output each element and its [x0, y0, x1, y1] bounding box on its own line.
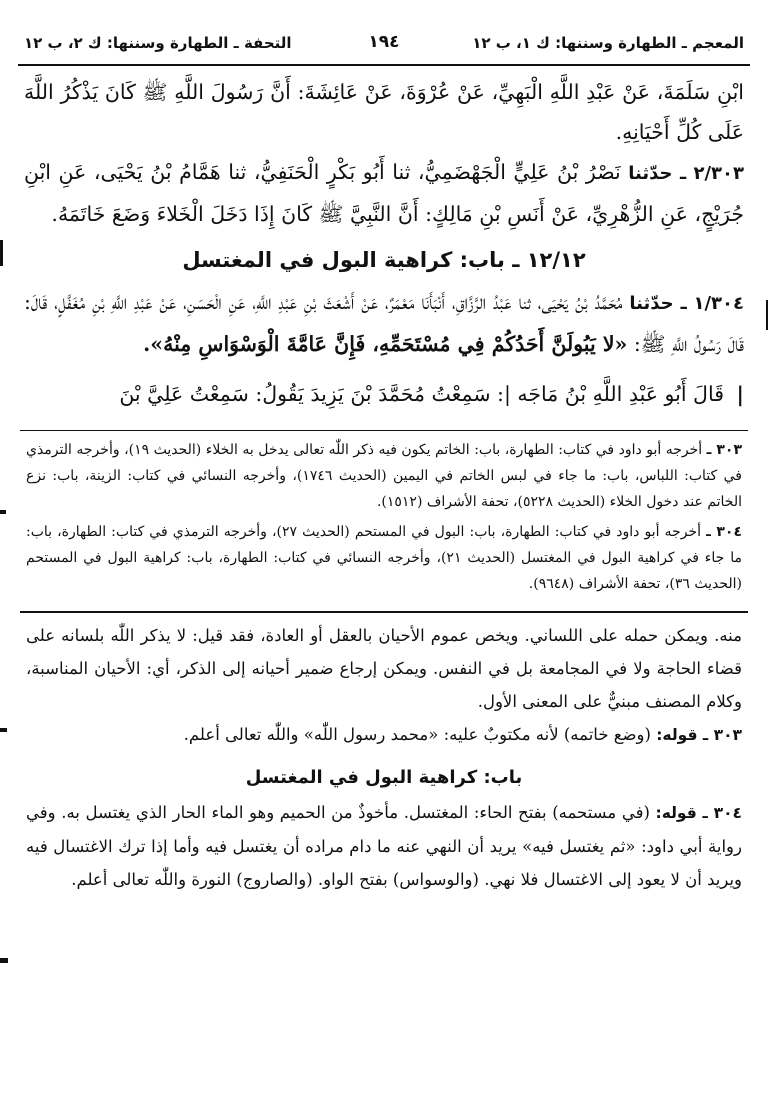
margin-mark	[0, 958, 8, 963]
commentary-303-label: ٣٠٣ ـ قوله:	[656, 726, 742, 744]
footnote-303-number: ٣٠٣ ـ	[706, 442, 742, 458]
footnote-303	[26, 437, 742, 515]
hadith-304	[24, 282, 744, 364]
header-right-reference: المعجم ـ الطهارة وسننها: ك ١، ب ١٢	[472, 34, 744, 52]
footnotes	[18, 431, 750, 597]
commentary-304-label: ٣٠٤ ـ قوله:	[655, 804, 742, 822]
hadith-303-lead: حدّثنا	[628, 163, 673, 184]
hadith-304-number: ١/٣٠٤ ـ	[680, 293, 744, 314]
commentary-intro: منه. ويمكن حمله على اللساني. ويخص عموم الأحيان بالعقل أو العادة، فقد قيل: لا يذكر اللّٰه بلسانه على قضاء الحاجة ولا في المجامعة بل في النفس. ويمكن إرجاع ضمير أحيانه إلى الذكر، أي: الأحيان المناسبة، وكلام المصنف مبنيٌّ على المعنى الأول.	[26, 626, 742, 711]
hadith-303	[24, 152, 744, 234]
commentary-303	[26, 718, 742, 752]
commentary-304-text: (في مستحمه) بفتح الحاء: المغتسل. مأخوذٌ من الحميم وهو الماء الحار الذي يغتسل به. وفي رواية أبي داود: «ثم يغتسل فيه» يريد أن النهي عنه ما دام مراده أن يغتسل فيه وأما إذا ترك الاغتسال فيه ويريد أن لا يعود إلى الاغتسال فلا نهي. (والوسواس) بفتح الواو. (والصاروج) النورة واللّٰه تعالى أعلم.	[26, 803, 742, 889]
page-number: ١٩٤	[368, 32, 400, 52]
note-text: قَالَ أَبُو عَبْدِ اللَّهِ بْنُ مَاجَه |: سَمِعْتُ مُحَمَّدَ بْنَ يَزِيدَ يَقُولُ: سَمِعْتُ عَلِيَّ بْنَ	[119, 382, 724, 406]
footnote-304-text: أخرجه أبو داود في كتاب: الطهارة، باب: البول في المستحم (الحديث ٢٧)، وأخرجه الترمذي في كتاب: الطهارة، باب: ما جاء في كراهية البول في المغتسل (الحديث ٢١)، وأخرجه النسائي في كتاب: الطهارة، باب: كراهية البول في المستحم (الحديث ٣٦)، تحفة الأشراف (٩٦٤٨).	[26, 524, 743, 592]
margin-mark	[0, 240, 3, 266]
hadith-304-text: مُحَمَّدُ بْنُ يَحْيَى، ثنا عَبْدُ الرَّزَّاقِ، أَنْبَأَنَا مَعْمَرٌ، عَنْ أَشْعَثَ بْنِ عَبْدِ اللَّهِ، عَنِ الْحَسَنِ، عَنْ عَبْدِ اللَّهِ بْنِ مُغَفَّلٍ، قَالَ: قَالَ رَسُولُ اللَّهِ ﷺ:	[24, 290, 744, 356]
commentary	[18, 613, 750, 896]
hadith-303-number: ٢/٣٠٣ ـ	[680, 163, 744, 184]
header-rule	[18, 64, 750, 66]
footnote-304	[26, 519, 742, 597]
book-page	[18, 26, 750, 1086]
margin-mark	[0, 728, 7, 732]
paragraph-continuation: ابْنِ سَلَمَةَ، عَنْ عَبْدِ اللَّهِ الْبَهِيِّ، عَنْ عُرْوَةَ، عَنْ عَائِشَةَ: أَنَّ رَسُولَ اللَّهِ ﷺ كَانَ يَذْكُرُ اللَّهَ عَلَى كُلِّ أَحْيَانِهِ.	[24, 80, 744, 144]
footnote-304-number: ٣٠٤ ـ	[706, 524, 742, 540]
hadith-303-text: نَصْرُ بْنُ عَلِيٍّ الْجَهْضَمِيُّ، ثنا أَبُو بَكْرٍ الْحَنَفِيُّ، ثنا هَمَّامُ بْنُ يَحْيَى، عَنِ ابْنِ جُرَيْجٍ، عَنِ الزُّهْرِيِّ، عَنْ أَنَسِ بْنِ مَالِكٍ: أَنَّ النَّبِيَّ ﷺ كَانَ إِذَا دَخَلَ الْخَلاءَ وَضَعَ خَاتَمَهُ.	[24, 160, 744, 226]
commentary-chapter-heading: باب: كراهية البول في المغتسل	[245, 767, 523, 788]
ibn-majah-note	[24, 374, 744, 414]
commentary-303-text: (وضع خاتمه) لأنه مكتوبٌ عليه: «محمد رسول اللّٰه» واللّٰه تعالى أعلم.	[183, 725, 651, 744]
running-header	[18, 26, 750, 66]
hadith-304-lead: حدّثنا	[629, 293, 674, 314]
main-text	[18, 66, 750, 414]
hadith-304-quote: «لا يَبُولَنَّ أَحَدُكُمْ فِي مُسْتَحَمِّهِ، فَإِنَّ عَامَّةَ الْوَسْوَاسِ مِنْهُ».	[143, 332, 628, 356]
header-left-reference: التحفة ـ الطهارة وسننها: ك ٢، ب ١٢	[24, 34, 292, 52]
chapter-heading: ١٢/١٢ ـ باب: كراهية البول في المغتسل	[182, 248, 586, 272]
note-bar: |	[736, 382, 744, 406]
commentary-304	[26, 796, 742, 896]
footnote-303-text: أخرجه أبو داود في كتاب: الطهارة، باب: الخاتم يكون فيه ذكر اللّٰه تعالى يدخل به الخلاء (الحديث ١٩)، وأخرجه الترمذي في كتاب: اللباس، باب: ما جاء في لبس الخاتم في اليمين (الحديث ١٧٤٦)، وأخرجه النسائي في كتاب: الزينة، باب: نزع الخاتم عند دخول الخلاء (الحديث ٥٢٢٨)، تحفة الأشراف (١٥١٢).	[26, 442, 743, 510]
margin-mark	[0, 510, 6, 514]
